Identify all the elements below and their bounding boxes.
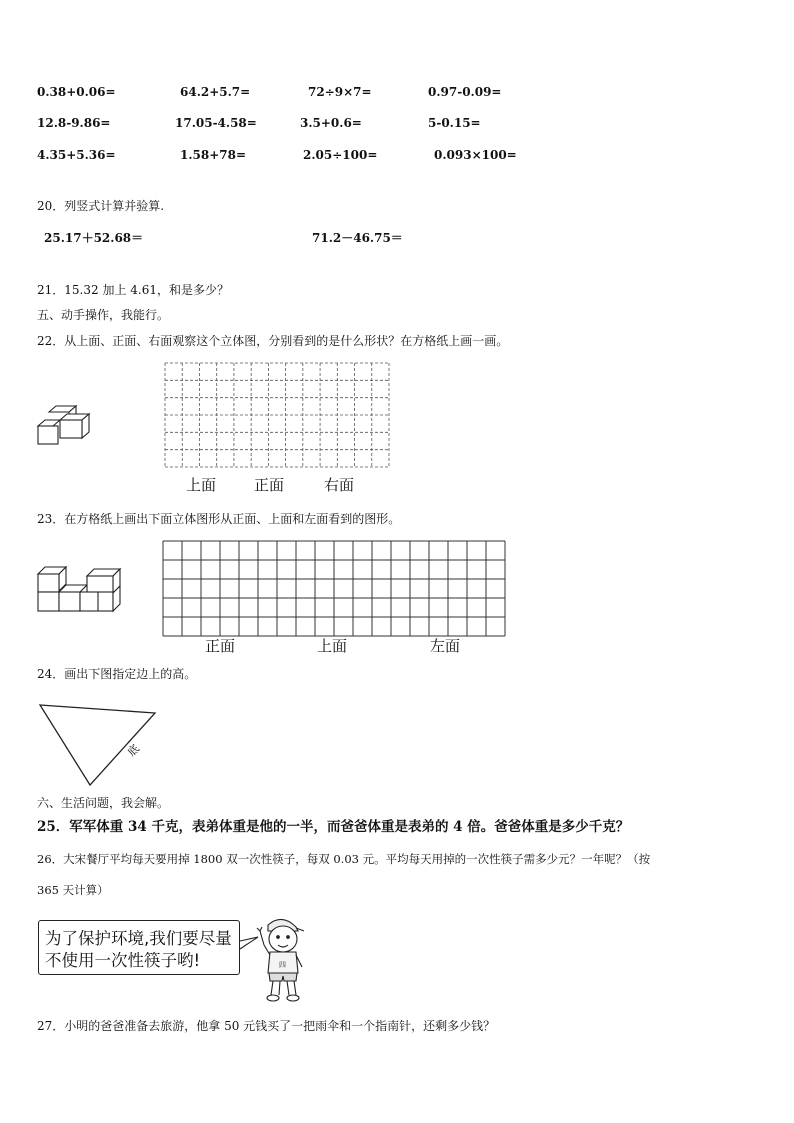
calc-item: 5-0.15= [428,116,481,130]
q20-expr-2: 71.2－46.75＝ [312,231,403,245]
svg-text:四: 四 [279,961,286,969]
q25-text: 25．军军体重 34 千克，表弟体重是他的一半，而爸爸体重是表弟的 4 倍。爸爸体重是多少千克？ [37,819,630,835]
q20-expr-1: 25.17＋52.68＝ [44,231,144,245]
calc-item: 0.38+0.06= [37,85,116,99]
q24-base-label: 底 [125,742,142,759]
q23-label-left: 左面 [430,637,461,655]
section-5-heading: 五、动手操作，我能行。 [37,308,170,322]
calc-item: 72÷9×7= [308,85,372,99]
q23-solid-grid [163,541,506,637]
boy-illustration [246,915,306,1005]
speech-bubble [38,920,240,975]
calc-item: 1.58+78= [180,148,247,162]
q23-cube-figure [36,564,124,614]
speech-line-2: 不使用一次性筷子哟! [45,951,201,970]
q20-title: 20．列竖式计算并验算. [37,199,165,213]
q22-label-right: 右面 [324,476,355,494]
calc-item: 2.05÷100= [303,148,378,162]
q27-text: 27．小明的爸爸准备去旅游，他拿 50 元钱买了一把雨伞和一个指南针，还剩多少钱？ [37,1019,496,1033]
q26-line-1: 26．大宋餐厅平均每天要用掉 1800 双一次性筷子，每双 0.03 元。平均每天用掉的一次性筷子需多少元？一年呢？（按 [37,852,651,866]
calc-item: 4.35+5.36= [37,148,116,162]
calc-item: 12.8-9.86= [37,116,111,130]
q21-text: 21．15.32 加上 4.61，和是多少？ [37,283,229,297]
calc-item: 0.093×100= [434,148,517,162]
q23-title: 23．在方格纸上画出下面立体图形从正面、上面和左面看到的图形。 [37,512,401,526]
q24-title: 24．画出下图指定边上的高。 [37,667,197,681]
q22-label-front: 正面 [254,476,285,494]
q22-dashed-grid [165,363,390,468]
q24-triangle [38,703,158,787]
q22-title: 22．从上面、正面、右面观察这个立体图，分别看到的是什么形状？在方格纸上画一画。 [37,334,509,348]
q22-cube-figure [36,403,92,445]
calc-item: 17.05-4.58= [175,116,257,130]
q23-label-front: 正面 [205,637,236,655]
calc-item: 64.2+5.7= [180,85,251,99]
q22-label-top: 上面 [186,476,217,494]
section-6-heading: 六、生活问题，我会解。 [37,796,170,810]
q26-line-2: 365 天计算） [37,883,109,897]
q23-label-top: 上面 [317,637,348,655]
calc-item: 0.97-0.09= [428,85,502,99]
speech-line-1: 为了保护环境,我们要尽量 [45,929,232,948]
calc-item: 3.5+0.6= [300,116,362,130]
